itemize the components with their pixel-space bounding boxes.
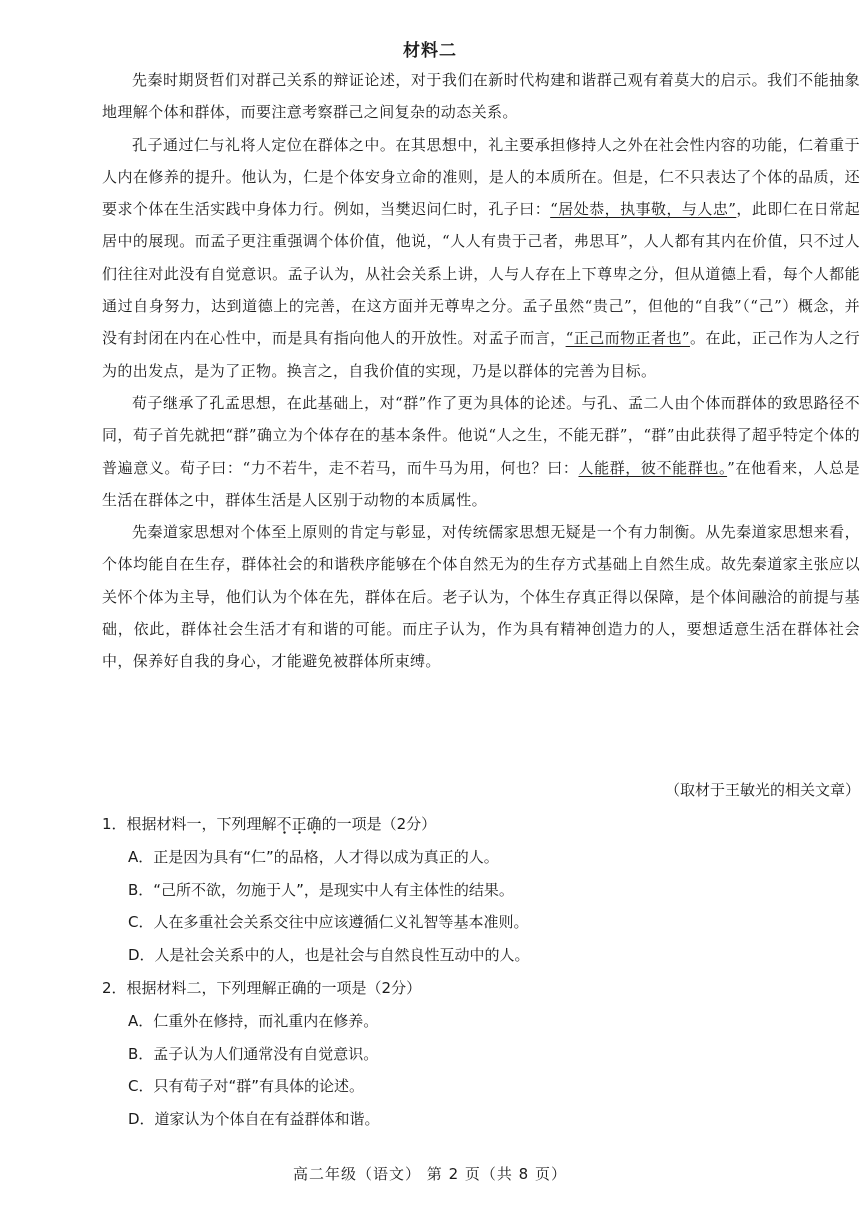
- question-1-stem-end: 的一项是（2分）: [321, 815, 437, 833]
- paragraph-1: 先秦时期贤哲们对群己关系的辩证论述，对于我们在新时代构建和谐群己观有着莫大的启示。我们不能抽象地理解个体和群体，而要注意考察群己之间复杂的动态关系。: [102, 71, 860, 122]
- question-1-stem: [102, 808, 802, 841]
- section-title: 材料二: [403, 41, 457, 61]
- question-1-stem-start: 1．根据材料一，下列理解: [102, 815, 277, 833]
- question-2: [102, 972, 802, 1136]
- paragraph-2: [102, 129, 860, 387]
- source-citation: （取材于王敏光的相关文章）: [664, 781, 860, 799]
- page-footer: 高二年级（语文） 第 2 页（共 8 页）: [293, 1165, 567, 1183]
- question-2-option-d[interactable]: D．道家认为个体自在有益群体和谐。: [128, 1110, 380, 1129]
- paragraph-3-start: 荀子继承了孔孟思想，在此基础上，对“群”作了更为具体的论述。与孔、孟二人由个体而群体的致思路径不同，荀子首先就把“群”确立为个体存在的基本条件。他说“人之生，不能无群”，“群”由此获得了超乎特定个体的普遍意义。荀子曰：“力不若牛，走不若马，而牛马为用，何也？曰：: [102, 393, 860, 477]
- paragraph-2-end: 。在此，正己作为人之行为的出发点，是为了正物。换言之，自我价值的实现，乃是以群体的完善为目标。: [102, 329, 860, 380]
- question-2-stem: 2．根据材料二，下列理解正确的一项是（2分）: [102, 978, 422, 997]
- underlined-quote-confucius: “居处恭，执事敬，与人忠”: [550, 200, 737, 219]
- paragraph-3: [102, 387, 860, 516]
- question-1: [102, 808, 802, 972]
- paragraph-4: 先秦道家思想对个体至上原则的肯定与彰显，对传统儒家思想无疑是一个有力制衡。从先秦道家思想来看，个体均能自在生存，群体社会的和谐秩序能够在个体自然无为的生存方式基础上自然生成。故先秦道家主张应以关怀个体为主导，他们认为个体在先，群体在后。老子认为，个体生存真正得以保障，是个体间融洽的前提与基础，依此，群体社会生活才有和谐的可能。而庄子认为，作为具有精神创造力的人，要想适意生活在群体社会中，保养好自我的身心，才能避免被群体所束缚。: [102, 523, 860, 671]
- question-1-option-d[interactable]: D．人是社会关系中的人，也是社会与自然良性互动中的人。: [128, 946, 530, 965]
- question-1-option-a[interactable]: A．正是因为具有“仁”的品格，人才得以成为真正的人。: [128, 847, 499, 866]
- question-2-option-b[interactable]: B．孟子认为人们通常没有自觉意识。: [128, 1044, 379, 1063]
- question-2-option-c[interactable]: C．只有荀子对“群”有具体的论述。: [128, 1077, 365, 1096]
- paragraph-3-end: ”在他看来，人总是生活在群体之中，群体生活是人区别于动物的本质属性。: [102, 458, 860, 509]
- emphasis-not-correct: 不正确: [276, 815, 322, 833]
- question-2-option-a[interactable]: A．仁重外在修持，而礼重内在修养。: [128, 1011, 379, 1030]
- paragraph-2-start: 孔子通过仁与礼将人定位在群体之中。在其思想中，礼主要承担修持人之外在社会性内容的功能，仁着重于人内在修养的提升。他认为，仁是个体安身立命的准则，是人的本质所在。但是，仁不只表达了个体的品质，还要求个体在生活实践中身体力行。例如，当樊迟问仁时，孔子曰：: [102, 135, 860, 219]
- paragraph-2-middle: ，此即仁在日常起居中的展现。而孟子更注重强调个体价值，他说，“人人有贵于己者，弗思耳”，人人都有其内在价值，只不过人们往往对此没有自觉意识。孟子认为，从社会关系上讲，人与人存在上下尊卑之分，但从道德上看，每个人都能通过自身努力，达到道德上的完善，在这方面并无尊卑之分。孟子虽然“贵己”，但他的“自我”（“己”）概念，并没有封闭在内在心性中，而是具有指向他人的开放性。对孟子而言，: [102, 200, 860, 348]
- question-1-option-b[interactable]: B．“己所不欲，勿施于人”，是现实中人有主体性的结果。: [128, 880, 514, 899]
- reading-passage: [102, 64, 860, 678]
- questions-section: [102, 808, 802, 1136]
- underlined-quote-mencius: “正己而物正者也”: [565, 329, 690, 348]
- underlined-quote-xunzi: 人能群，彼不能群也。: [578, 458, 728, 477]
- question-1-option-c[interactable]: C．人在多重社会关系交往中应该遵循仁义礼智等基本准则。: [128, 913, 529, 932]
